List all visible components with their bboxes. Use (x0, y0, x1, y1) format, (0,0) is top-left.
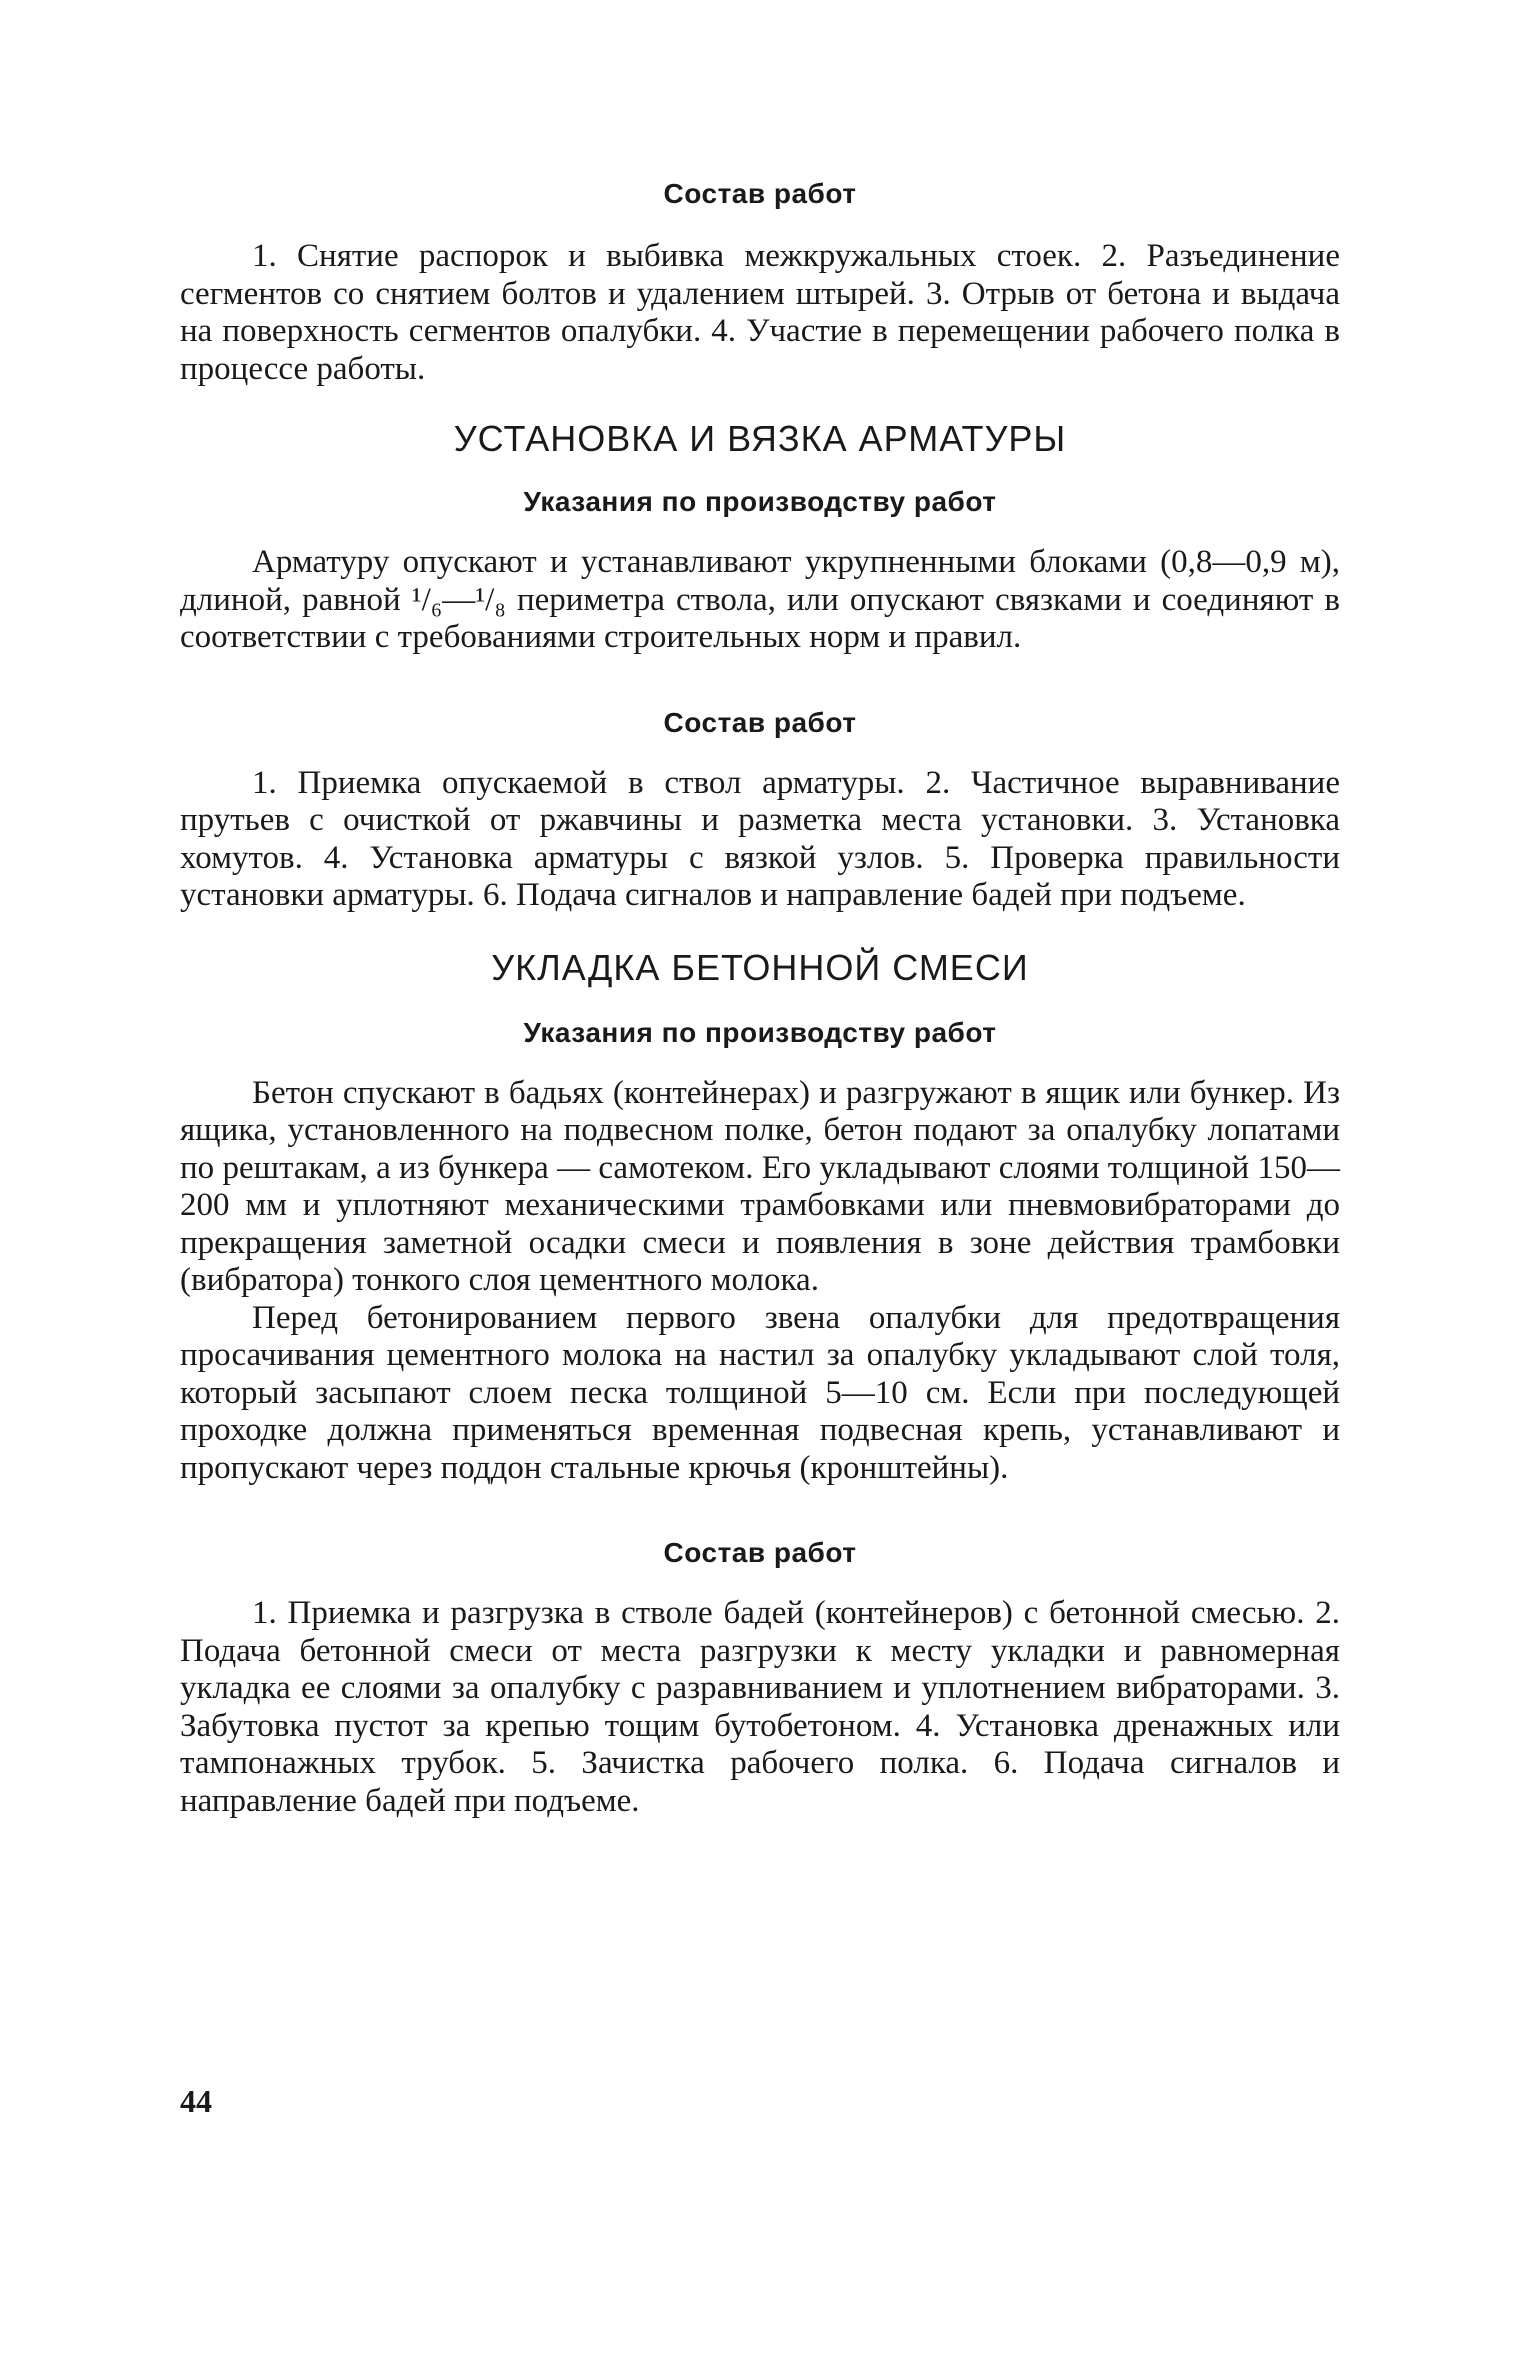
paragraph-concrete-instructions-2: Перед бетонированием первого звена опалубки для предотвращения просачивания цементного молока на настил за опалубку укладывают слой толя, который засыпают слоем песка толщиной 5—10 см. Если при последующей проходке должна применяться временная подвесная крепь, устанавливают и пропускают через поддон стальные крючья (кронштейны). (180, 1299, 1340, 1486)
paragraph-work-list-2: 1. Приемка опускаемой в ствол арматуры. 2. Частичное выравнивание прутьев с очисткой от ржавчины и разметка места установки. 3. Установка хомутов. 4. Установка арматуры с вязкой узлов. 5. Проверка правильности установки арматуры. 6. Подача сигналов и направление бадей при подъеме. (180, 764, 1340, 913)
section-title-rebar: УСТАНОВКА И ВЯЗКА АРМАТУРЫ (453, 418, 1067, 459)
heading-instructions-rebar: Указания по производству работ (523, 486, 997, 517)
page-content (180, 170, 1340, 1820)
paragraph-rebar-instructions: Арматуру опускают и устанавливают укрупненными блоками (0,8—0,9 м), длиной, равной ¹/₆—¹/₈ периметра ствола, или опускают связками и соединяют в соответствии с требованиями строительных норм и правил. (180, 544, 1340, 655)
paragraph-concrete-instructions-1: Бетон спускают в бадьях (контейнерах) и разгружают в ящик или бункер. Из ящика, установленного на подвесном полке, бетон подают за опалубку лопатами по рештакам, а из бункера — самотеком. Его укладывают слоями толщиной 150—200 мм и уплотняют механическими трамбовками или пневмовибраторами до прекращения заметной осадки смеси и появления в зоне действия трамбовки (вибратора) тонкого слоя цементного молока. (180, 1074, 1340, 1298)
heading-work-composition-3: Состав работ (663, 1537, 857, 1568)
section-title-concrete: УКЛАДКА БЕТОННОЙ СМЕСИ (491, 946, 1029, 988)
page-number: 44 (180, 2083, 212, 2119)
heading-work-composition-2: Состав работ (663, 706, 857, 738)
paragraph-work-list-1: 1. Снятие распорок и выбивка межкружальных стоек. 2. Разъединение сегментов со снятием болтов и удалением штырей. 3. Отрыв от бетона и выдача на поверхность сегментов опалубки. 4. Участие в перемещении рабочего полка в процессе работы. (180, 238, 1340, 387)
heading-work-composition-1: Состав работ (663, 178, 857, 209)
paragraph-work-list-3: 1. Приемка и разгрузка в стволе бадей (контейнеров) с бетонной смесью. 2. Подача бетонной смеси от места разгрузки к месту укладки и равномерная укладка ее слоями за опалубку с разравниванием и уплотнением вибраторами. 3. Забутовка пустот за крепью тощим бутобетоном. 4. Установка дренажных или тампонажных трубок. 5. Зачистка рабочего полка. 6. Подача сигналов и направление бадей при подъеме. (180, 1595, 1340, 1819)
heading-instructions-concrete: Указания по производству работ (523, 1016, 997, 1048)
